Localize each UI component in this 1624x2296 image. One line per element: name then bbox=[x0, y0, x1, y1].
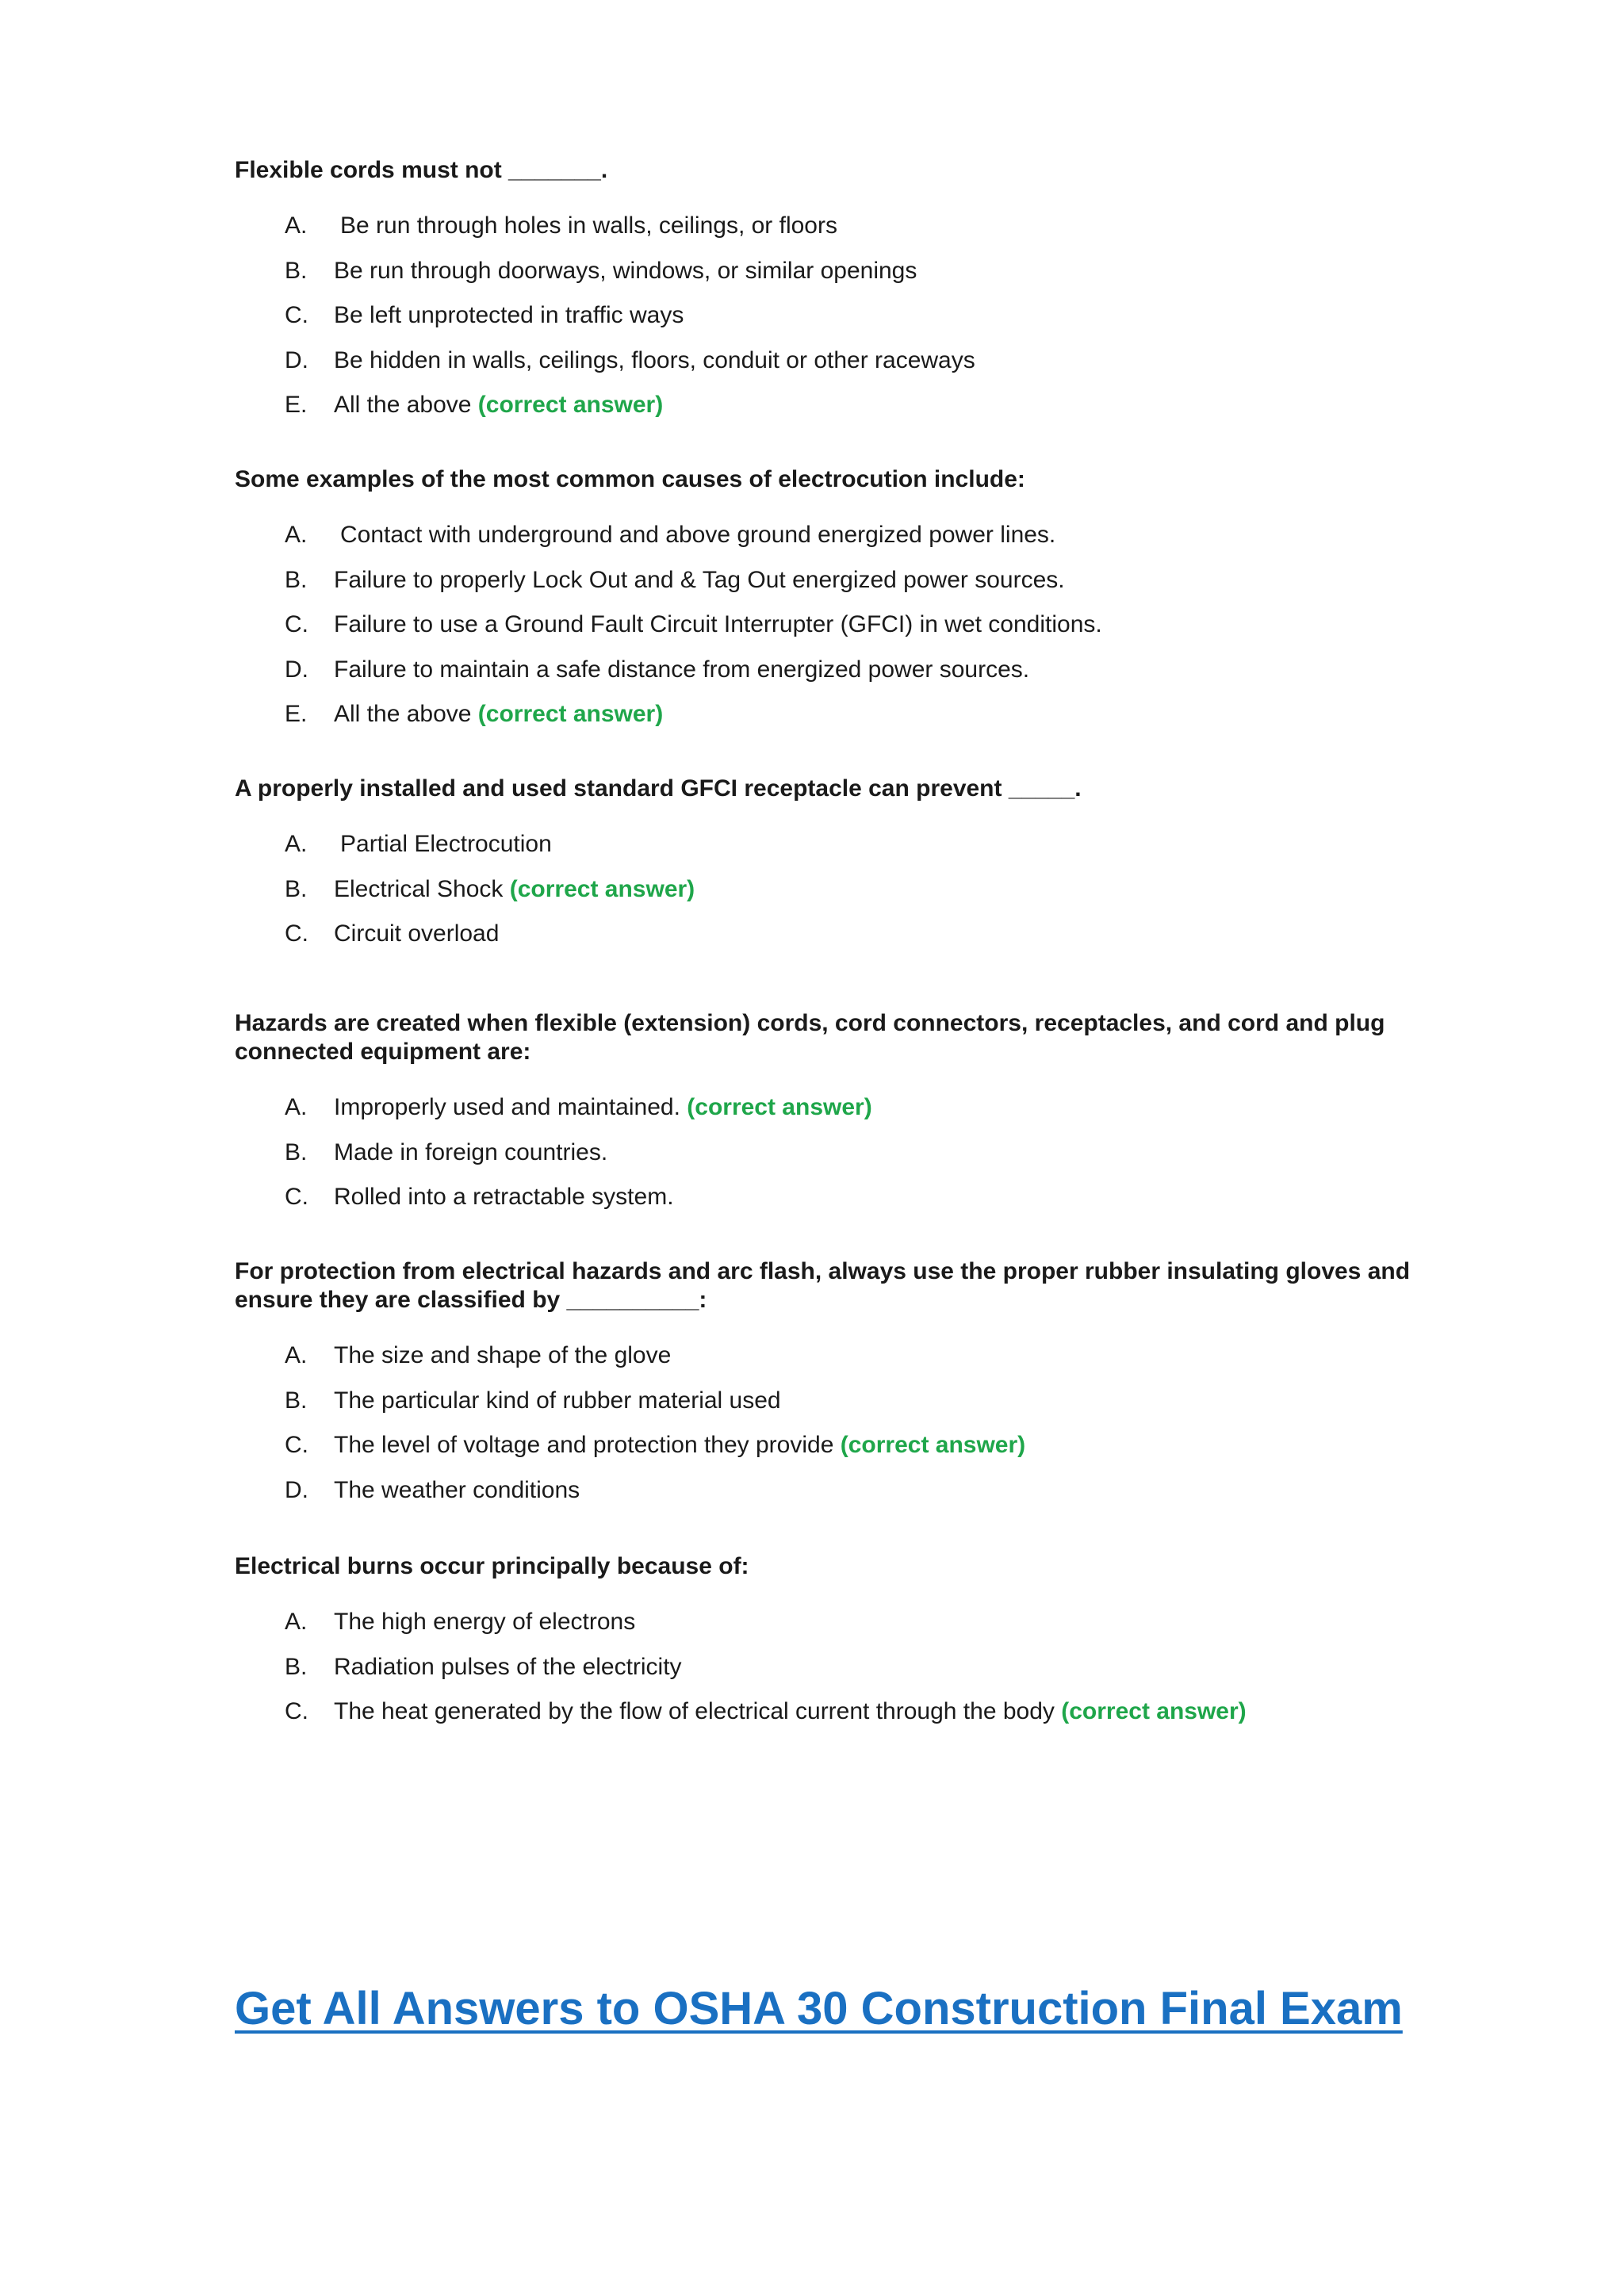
answer-options bbox=[235, 212, 1472, 436]
option-text: Partial Electrocution bbox=[340, 831, 552, 857]
question-5 bbox=[235, 1257, 1472, 1521]
question-4 bbox=[235, 1009, 1472, 1228]
option-text: Be run through doorways, windows, or similar openings bbox=[334, 257, 917, 284]
answer-option bbox=[235, 257, 1472, 302]
option-text: The high energy of electrons bbox=[334, 1609, 636, 1635]
correct-answer-marker: (correct answer) bbox=[1061, 1698, 1247, 1724]
answer-option bbox=[235, 1653, 1472, 1698]
option-text: Rolled into a retractable system. bbox=[334, 1184, 674, 1210]
option-letter: A. bbox=[285, 1609, 308, 1635]
correct-answer-marker: (correct answer) bbox=[840, 1432, 1026, 1458]
option-letter: C. bbox=[285, 1184, 308, 1210]
option-letter: A. bbox=[285, 522, 308, 548]
option-letter: C. bbox=[285, 920, 308, 947]
answer-options bbox=[235, 1608, 1472, 1743]
option-letter: A. bbox=[285, 212, 308, 239]
question-text: Hazards are created when flexible (extension) cords, cord connectors, receptacles, and cord and plug connected equipment are: bbox=[235, 1010, 1385, 1065]
option-text: Failure to properly Lock Out and & Tag Out energized power sources. bbox=[334, 566, 1065, 593]
option-text: The heat generated by the flow of electrical current through the body (correct answer) bbox=[334, 1698, 1247, 1724]
get-all-answers-link[interactable]: Get All Answers to OSHA 30 Construction Final Exam bbox=[235, 1983, 1403, 2034]
question-1 bbox=[235, 156, 1472, 436]
answer-option bbox=[235, 521, 1472, 566]
option-letter: D. bbox=[285, 656, 308, 683]
answer-option bbox=[235, 1341, 1472, 1387]
answer-option bbox=[235, 1138, 1472, 1184]
question-text: Electrical burns occur principally because of: bbox=[235, 1553, 749, 1579]
question-2 bbox=[235, 465, 1472, 745]
option-text: Be left unprotected in traffic ways bbox=[334, 302, 684, 328]
answer-option-correct bbox=[235, 700, 1472, 745]
option-text: All the above (correct answer) bbox=[334, 701, 664, 727]
option-letter: C. bbox=[285, 1698, 308, 1724]
answer-option bbox=[235, 1183, 1472, 1228]
option-text: All the above (correct answer) bbox=[334, 392, 664, 418]
option-letter: A. bbox=[285, 1094, 308, 1120]
answer-options bbox=[235, 830, 1472, 965]
option-text: The level of voltage and protection they provide (correct answer) bbox=[334, 1432, 1026, 1458]
option-text: Be hidden in walls, ceilings, floors, conduit or other raceways bbox=[334, 346, 975, 373]
answer-options bbox=[235, 1341, 1472, 1521]
question-6 bbox=[235, 1552, 1472, 1743]
option-letter: B. bbox=[285, 257, 308, 284]
option-text: Be run through holes in walls, ceilings, or floors bbox=[340, 212, 837, 239]
answer-options bbox=[235, 521, 1472, 745]
option-letter: A. bbox=[285, 831, 308, 857]
answer-option bbox=[235, 566, 1472, 611]
question-text: A properly installed and used standard GFCI receptacle can prevent _____. bbox=[235, 775, 1082, 802]
answer-option-correct bbox=[235, 875, 1472, 920]
option-text: Failure to use a Ground Fault Circuit Interrupter (GFCI) in wet conditions. bbox=[334, 611, 1102, 637]
answer-option bbox=[235, 346, 1472, 392]
answer-option bbox=[235, 920, 1472, 965]
question-text: For protection from electrical hazards and arc flash, always use the proper rubber insulating gloves and ensure they are classified by __________: bbox=[235, 1258, 1411, 1313]
option-letter: B. bbox=[285, 1138, 308, 1165]
option-letter: D. bbox=[285, 346, 308, 373]
option-letter: C. bbox=[285, 1432, 308, 1458]
question-text: Flexible cords must not _______. bbox=[235, 157, 608, 183]
question-3 bbox=[235, 775, 1472, 965]
option-text: Circuit overload bbox=[334, 920, 500, 947]
option-text: The weather conditions bbox=[334, 1476, 580, 1503]
correct-answer-marker: (correct answer) bbox=[477, 392, 664, 418]
option-text: Failure to maintain a safe distance from energized power sources. bbox=[334, 656, 1030, 683]
correct-answer-marker: (correct answer) bbox=[509, 875, 695, 902]
answer-option bbox=[235, 830, 1472, 875]
answer-option bbox=[235, 212, 1472, 257]
answer-option-correct bbox=[235, 1093, 1472, 1138]
correct-answer-marker: (correct answer) bbox=[477, 701, 664, 727]
option-letter: C. bbox=[285, 302, 308, 328]
answer-options bbox=[235, 1093, 1472, 1228]
option-letter: B. bbox=[285, 566, 308, 593]
option-text: Improperly used and maintained. (correct answer) bbox=[334, 1094, 872, 1120]
option-letter: E. bbox=[285, 701, 308, 727]
answer-option bbox=[235, 610, 1472, 656]
option-letter: B. bbox=[285, 875, 308, 902]
option-letter: E. bbox=[285, 392, 308, 418]
option-text: Made in foreign countries. bbox=[334, 1138, 608, 1165]
option-letter: B. bbox=[285, 1653, 308, 1680]
option-letter: A. bbox=[285, 1342, 308, 1368]
correct-answer-marker: (correct answer) bbox=[687, 1094, 872, 1120]
option-letter: C. bbox=[285, 611, 308, 637]
option-text: The size and shape of the glove bbox=[334, 1342, 672, 1368]
answer-option bbox=[235, 656, 1472, 701]
answer-option-correct bbox=[235, 1431, 1472, 1476]
option-text: The particular kind of rubber material used bbox=[334, 1387, 781, 1414]
answer-option-correct bbox=[235, 391, 1472, 436]
answer-option bbox=[235, 1476, 1472, 1521]
answer-option-correct bbox=[235, 1697, 1472, 1743]
option-text: Radiation pulses of the electricity bbox=[334, 1653, 682, 1680]
answer-option bbox=[235, 301, 1472, 346]
option-letter: D. bbox=[285, 1476, 308, 1503]
option-text: Contact with underground and above ground energized power lines. bbox=[340, 522, 1056, 548]
option-text: Electrical Shock (correct answer) bbox=[334, 875, 695, 902]
option-letter: B. bbox=[285, 1387, 308, 1414]
answer-option bbox=[235, 1608, 1472, 1653]
question-text: Some examples of the most common causes of electrocution include: bbox=[235, 466, 1025, 492]
answer-option bbox=[235, 1387, 1472, 1432]
